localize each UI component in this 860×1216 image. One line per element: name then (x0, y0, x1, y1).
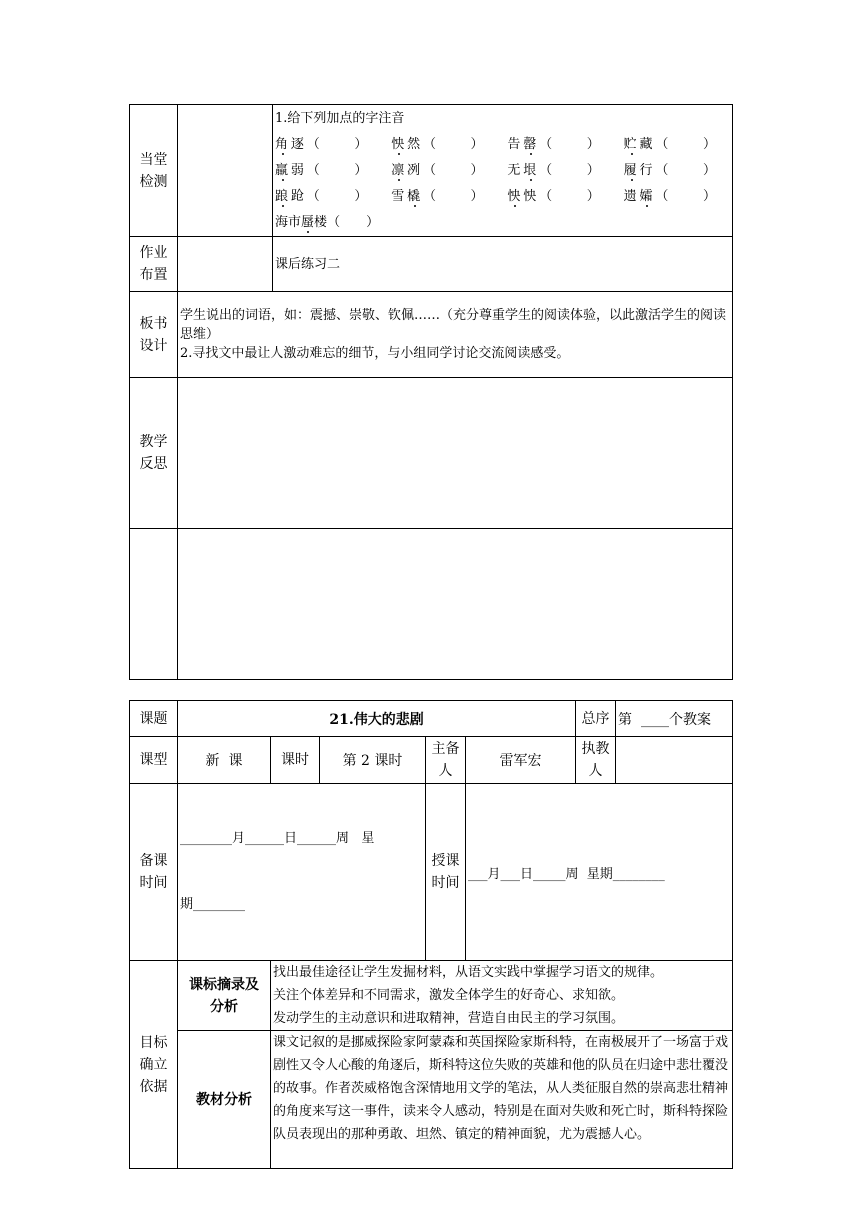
check-item-word: 告罄 (507, 137, 540, 152)
check-item-blank: （ ） (539, 163, 603, 178)
board-content (178, 292, 733, 378)
material-content: 课文记叙的是挪威探险家阿蒙森和英国探险家斯科特，在南极展开了一场富于戏剧性又令人心酸的角逐后，斯科特这位失败的英雄和他的队员在归途中悲壮覆没的故事。作者茨威格饱含深情地用文学的笔法，从人类征服自然的崇高悲壮精神的角度来写这一事件，读来令人感动，特别是在面对失败和死亡时，斯科特探险队员表现出的那种勇敢、坦然、镇定的精神面貌，尤为震撼人心。 (271, 1031, 733, 1169)
teacher-value (616, 737, 733, 784)
teacher-label: 执教 人 (576, 737, 616, 784)
check-title: 1.给下列加点的字注音 (275, 111, 405, 126)
teach-time-label: 授课 时间 (426, 784, 466, 961)
check-item (391, 189, 486, 204)
check-item (624, 189, 716, 204)
basis-label: 目标 确立 依据 (130, 961, 178, 1169)
period-value: 第 2 课时 (320, 737, 426, 784)
check-item-word: 贮藏 (623, 137, 656, 152)
check-item-word: 怏怏 (507, 189, 540, 204)
order-label: 总序 (576, 701, 616, 737)
type-value: 新 课 (178, 737, 271, 784)
check-item-blank: （ ） (422, 163, 487, 178)
check-item-blank: （ ） (655, 163, 716, 178)
extra-label-cell (130, 529, 178, 680)
board-label: 板书 设计 (130, 292, 178, 378)
check-item (624, 137, 716, 152)
check-empty-cell (178, 105, 273, 237)
check-item-word: 凛冽 (391, 163, 423, 178)
check-item-word: 海市蜃楼 (275, 215, 328, 230)
check-item (391, 163, 486, 178)
check-item-word: 遗孀 (623, 189, 656, 204)
check-item-word: 雪橇 (391, 189, 423, 204)
check-item (275, 215, 379, 230)
prep-time-value: ________月______日______周 星 期________ (178, 784, 426, 961)
check-item-word: 角逐 (275, 137, 307, 152)
reflection-content (178, 378, 733, 529)
type-label: 课型 (130, 737, 178, 784)
board-text-1: 学生说出的词语，如：震撼、崇敬、钦佩……（充分尊重学生的阅读体验，以此激活学生的阅读思维） (180, 308, 727, 342)
check-item (507, 189, 602, 204)
topic-value: 21.伟大的悲剧 (178, 701, 576, 737)
check-item-word: 羸弱 (275, 163, 307, 178)
check-item-blank: （ ） (539, 189, 603, 204)
check-items (275, 132, 730, 236)
check-label: 当堂 检测 (130, 105, 178, 237)
check-item-word: 踉跄 (275, 189, 307, 204)
lesson-plan-table-top (129, 104, 733, 680)
preparer-label: 主备 人 (426, 737, 466, 784)
check-item-word: 无垠 (507, 163, 540, 178)
board-text-2: 2.寻找文中最让人激动难忘的细节，与小组同学讨论交流阅读感受。 (180, 346, 570, 361)
check-item (507, 137, 602, 152)
extra-content (178, 529, 733, 680)
prep-time-label: 备课 时间 (130, 784, 178, 961)
topic-label: 课题 (130, 701, 178, 737)
homework-text: 课后练习二 (273, 237, 733, 292)
check-item-blank: （ ） (655, 137, 716, 152)
standards-line-1: 找出最佳途径让学生发掘材料，从语文实践中掌握学习语文的规律。 (273, 965, 664, 980)
standards-line-2: 关注个体差异和不同需求，激发全体学生的好奇心、求知欲。 (273, 988, 625, 1003)
preparer-value: 雷军宏 (466, 737, 576, 784)
check-item (275, 163, 370, 178)
check-item (275, 189, 370, 204)
check-item-blank: （ ） (539, 137, 603, 152)
check-item-blank: （ ） (306, 163, 371, 178)
standards-line-3: 发动学生的主动意识和进取精神，营造自由民主的学习氛围。 (273, 1011, 625, 1026)
check-item (275, 137, 370, 152)
reflection-label: 教学 反思 (130, 378, 178, 529)
check-item-word: 履行 (623, 163, 656, 178)
teach-time-value: ___月___日_____周 星期________ (466, 784, 733, 961)
check-item (507, 163, 602, 178)
check-item-blank: （ ） (422, 137, 487, 152)
check-item-blank: （ ） (306, 189, 371, 204)
standards-label: 课标摘录及 分析 (178, 961, 271, 1031)
check-item-word: 怏然 (391, 137, 423, 152)
homework-label: 作业 布置 (130, 237, 178, 292)
order-value: 第 ____个教案 (616, 701, 733, 737)
lesson-plan-table-bottom (129, 700, 733, 1169)
homework-empty-cell (178, 237, 273, 292)
check-item (624, 163, 716, 178)
check-item-blank: （ ） (306, 137, 371, 152)
check-item-blank: （ ） (422, 189, 487, 204)
check-item-blank: （ ） (655, 189, 716, 204)
material-label: 教材分析 (178, 1031, 271, 1169)
standards-content (271, 961, 733, 1031)
period-label: 课时 (271, 737, 320, 784)
check-content (273, 105, 733, 237)
check-item (391, 137, 486, 152)
check-item-blank: （ ） (327, 215, 380, 230)
